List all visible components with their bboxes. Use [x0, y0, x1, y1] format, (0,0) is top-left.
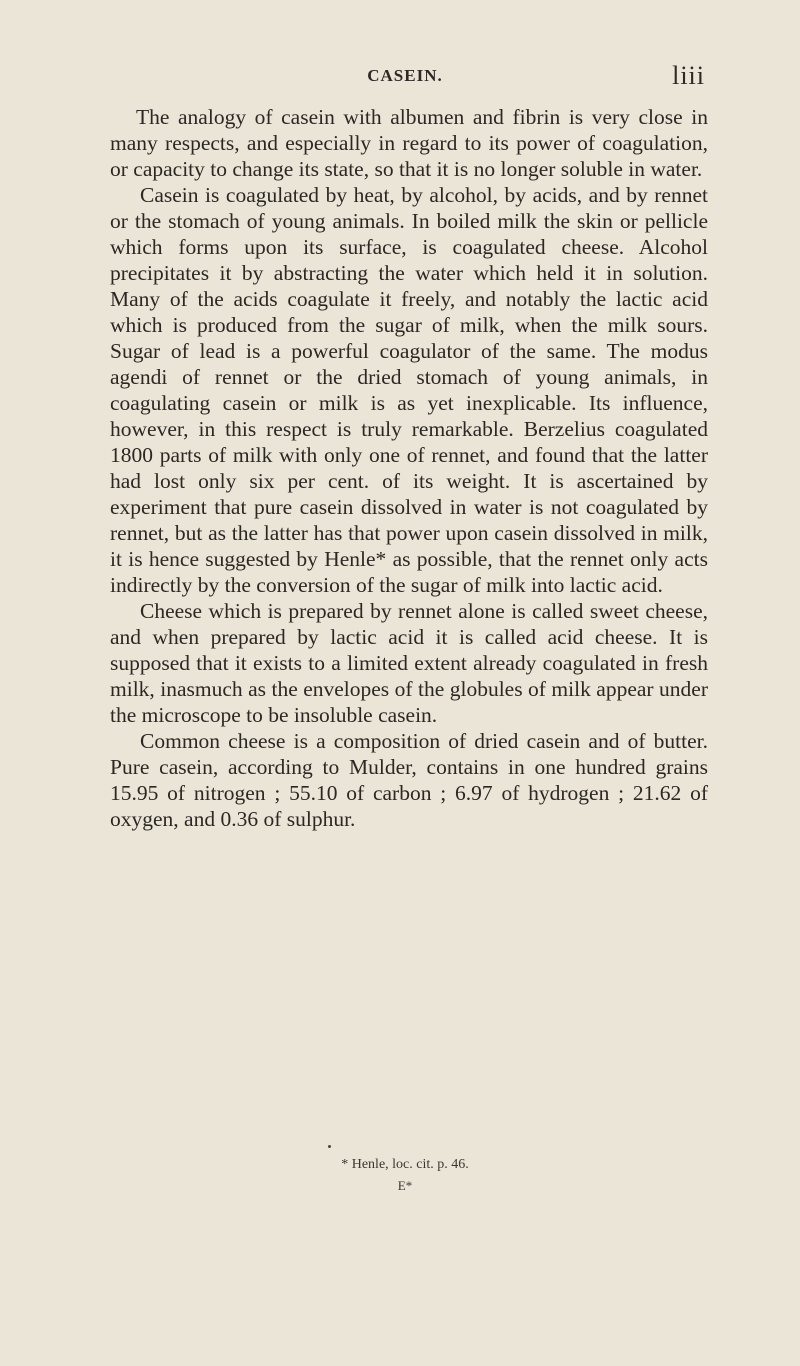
- body-text: [110, 104, 708, 832]
- ink-dot: [328, 1145, 331, 1148]
- paragraph-2: Casein is coagulated by heat, by alcohol, by acids, and by rennet or the stomach of young animals. In boiled milk the skin or pellicle which forms upon its surface, is coagulated cheese. Alcohol precipitates it by abstracting the water which held it in solution. Many of the acids coagulate it freely, and notably the lactic acid which is produced from the sugar of milk, when the milk sours. Sugar of lead is a powerful coagulator of the same. The modus agendi of rennet or the dried stomach of young animals, in coagulating casein or milk is as yet inexplicable. Its influence, however, in this respect is truly remarkable. Berzelius coagulated 1800 parts of milk with only one of rennet, and found that the latter had lost only six per cent. of its weight. It is ascertained by experiment that pure casein dissolved in water is not coagulated by rennet, but as the latter has that power upon casein dissolved in milk, it is hence suggested by Henle* as possible, that the rennet only acts indirectly by the conversion of the sugar of milk into lactic acid.: [110, 183, 708, 597]
- page-header: [110, 61, 705, 94]
- paragraph-4: Common cheese is a composition of dried casein and of butter. Pure casein, according to Mulder, contains in one hundred grains 15.95 of nitrogen ; 55.10 of carbon ; 6.97 of hydrogen ; 21.62 of oxygen, and 0.36 of sulphur.: [110, 729, 708, 831]
- page-number: liii: [672, 61, 705, 90]
- paragraph-3: Cheese which is prepared by rennet alone is called sweet cheese, and when prepared by lactic acid it is called acid cheese. It is supposed that it exists to a limited extent already coagulated in fresh milk, inasmuch as the envelopes of the globules of milk appear under the microscope to be insoluble casein.: [110, 599, 708, 727]
- paragraph-1: The analogy of casein with albumen and fibrin is very close in many respects, and especially in regard to its power of coagulation, or capacity to change its state, so that it is no longer soluble in water.: [110, 105, 708, 181]
- signature-mark: E*: [397, 1178, 413, 1193]
- running-head: CASEIN.: [367, 66, 443, 85]
- footnote: * Henle, loc. cit. p. 46.: [341, 1157, 469, 1172]
